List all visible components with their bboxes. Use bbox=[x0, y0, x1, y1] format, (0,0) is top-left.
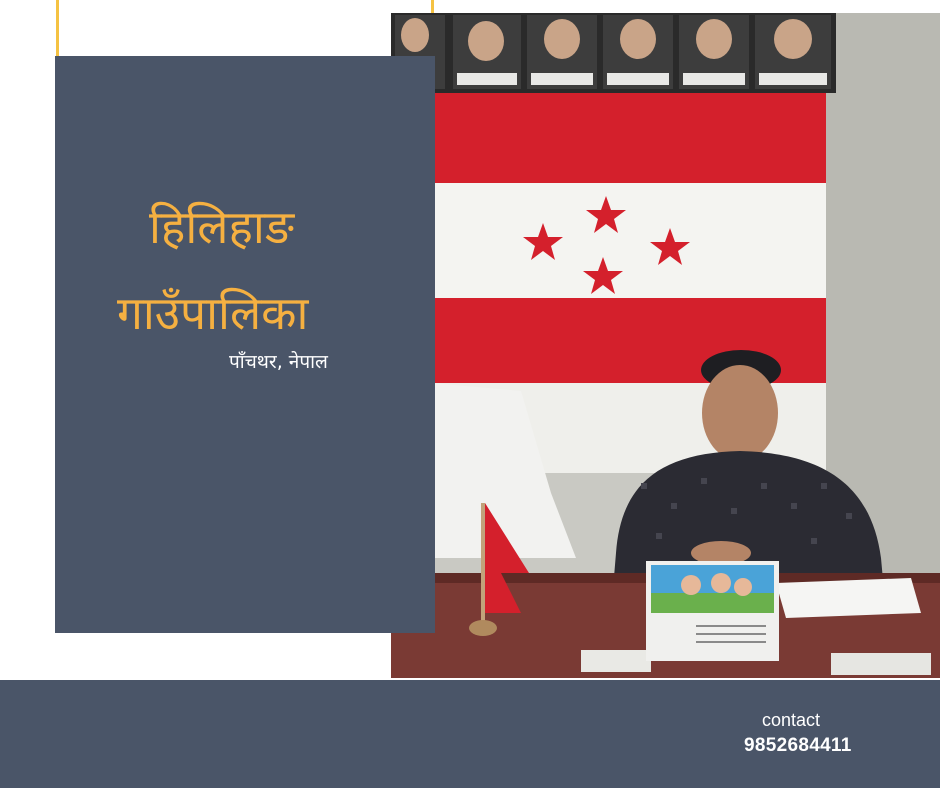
title-line-1: हिलिहाङ bbox=[149, 200, 295, 254]
title-line-2: गाउँपालिका bbox=[117, 286, 309, 340]
title-panel bbox=[55, 56, 435, 633]
location-subtitle: पाँचथर, नेपाल bbox=[229, 351, 328, 373]
frame-line-left bbox=[56, 0, 59, 60]
office-photo bbox=[391, 13, 940, 678]
footer-band bbox=[0, 680, 940, 788]
contact-label: contact bbox=[762, 710, 821, 730]
contact-phone[interactable]: 9852684411 bbox=[744, 735, 852, 756]
